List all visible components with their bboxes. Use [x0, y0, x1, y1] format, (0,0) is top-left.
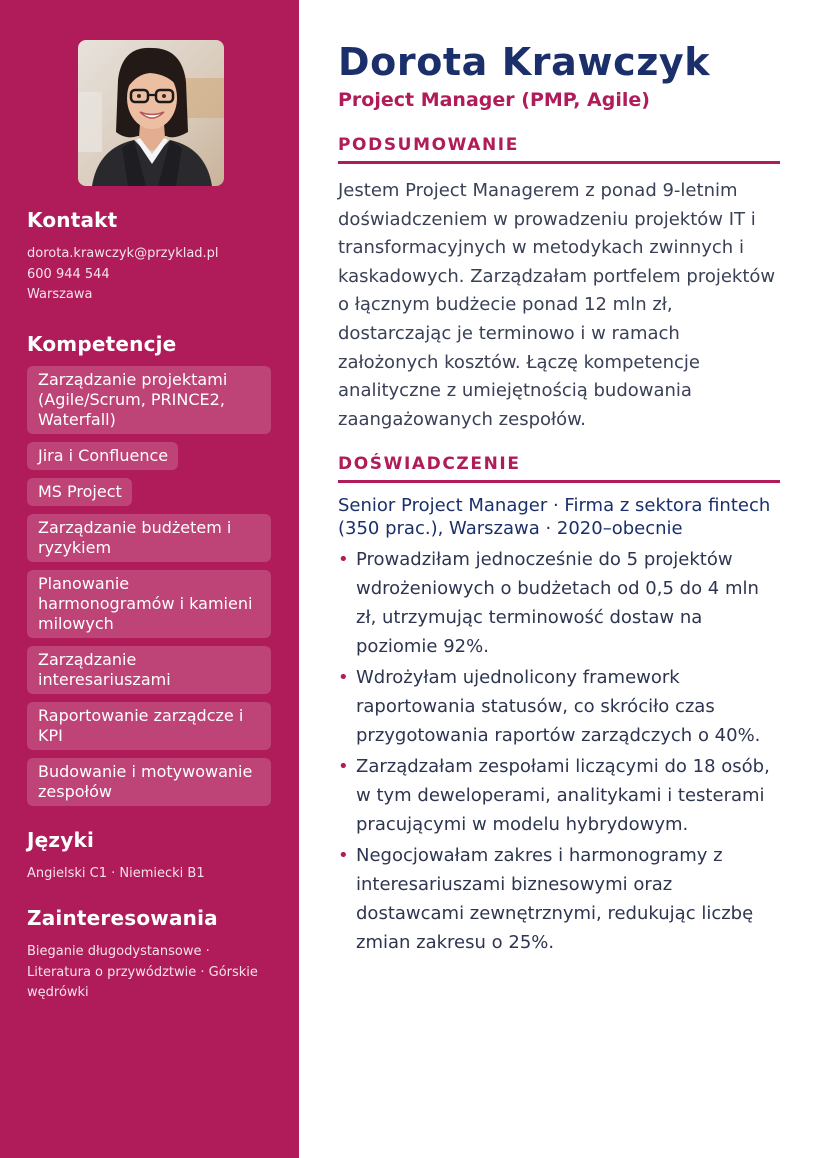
skill-chip: Zarządzanie budżetem i ryzykiem — [27, 514, 271, 562]
skill-chip: MS Project — [27, 478, 132, 506]
job-bullets — [338, 545, 780, 957]
bullet-icon: • — [338, 549, 349, 571]
contact-list — [27, 244, 271, 306]
list-item — [338, 752, 780, 839]
list-item — [338, 545, 780, 661]
main-content — [338, 40, 780, 959]
contact-phone[interactable]: 600 944 544 — [27, 266, 110, 282]
languages-heading: Języki — [27, 827, 95, 852]
skill-chip: Zarządzanie interesariuszami — [27, 646, 271, 694]
languages-text: Angielski C1 · Niemiecki B1 — [27, 865, 205, 881]
job-title: Senior Project Manager · Firma z sektora fintech (350 prac.), Warszawa · 2020–obecnie — [338, 495, 771, 539]
bullet-icon: • — [338, 667, 349, 689]
sidebar — [0, 0, 299, 1158]
experience-heading: DOŚWIADCZENIE — [338, 454, 780, 483]
skill-chip: Raportowanie zarządcze i KPI — [27, 702, 271, 750]
skills-heading: Kompetencje — [27, 331, 177, 356]
bullet-text: Prowadziłam jednocześnie do 5 projektów wdrożeniowych o budżetach od 0,5 do 4 mln zł, utrzymując terminowość dostaw na poziomie 92%. — [356, 549, 759, 658]
skills-list — [27, 366, 271, 806]
bullet-text: Zarządzałam zespołami liczącymi do 18 osób, w tym deweloperami, analitykami i testerami pracującymi w modelu hybrydowym. — [356, 756, 770, 836]
list-item — [338, 841, 780, 957]
person-role: Project Manager (PMP, Agile) — [338, 89, 650, 111]
list-item — [338, 663, 780, 750]
interests-heading: Zainteresowania — [27, 906, 218, 930]
person-name: Dorota Krawczyk — [338, 40, 711, 84]
interests-text: Bieganie długodystansowe · Literatura o przywództwie · Górskie wędrówki — [27, 944, 258, 1000]
skill-chip: Planowanie harmonogramów i kamieni milowych — [27, 570, 271, 638]
bullet-icon: • — [338, 756, 349, 778]
bullet-icon: • — [338, 845, 349, 867]
skill-chip: Jira i Confluence — [27, 442, 178, 470]
skill-chip: Zarządzanie projektami (Agile/Scrum, PRINCE2, Waterfall) — [27, 366, 271, 434]
contact-email[interactable]: dorota.krawczyk@przyklad.pl — [27, 246, 219, 261]
summary-text: Jestem Project Managerem z ponad 9-letnim doświadczeniem w prowadzeniu projektów IT i transformacyjnych w metodykach zwinnych i kaskadowych. Zarządzałam portfelem projektów o łącznym budżecie ponad 12 mln zł, dostarczając je terminowo i w ramach założonych kosztów. Łączę kompetencje analityczne z umiejętnością budowania zaangażowanych zespołów. — [338, 180, 776, 430]
summary-heading: PODSUMOWANIE — [338, 135, 780, 164]
bullet-text: Wdrożyłam ujednolicony framework raportowania statusów, co skróciło czas przygotowania raportów zarządczych o 40%. — [356, 667, 761, 747]
contact-heading: Kontakt — [27, 208, 118, 232]
bullet-text: Negocjowałam zakres i harmonogramy z interesariuszami biznesowymi oraz dostawcami zewnętrznymi, redukując liczbę zmian zakresu o 25%. — [356, 845, 754, 954]
profile-photo — [78, 40, 224, 186]
skill-chip: Budowanie i motywowanie zespołów — [27, 758, 271, 806]
contact-city: Warszawa — [27, 287, 93, 302]
